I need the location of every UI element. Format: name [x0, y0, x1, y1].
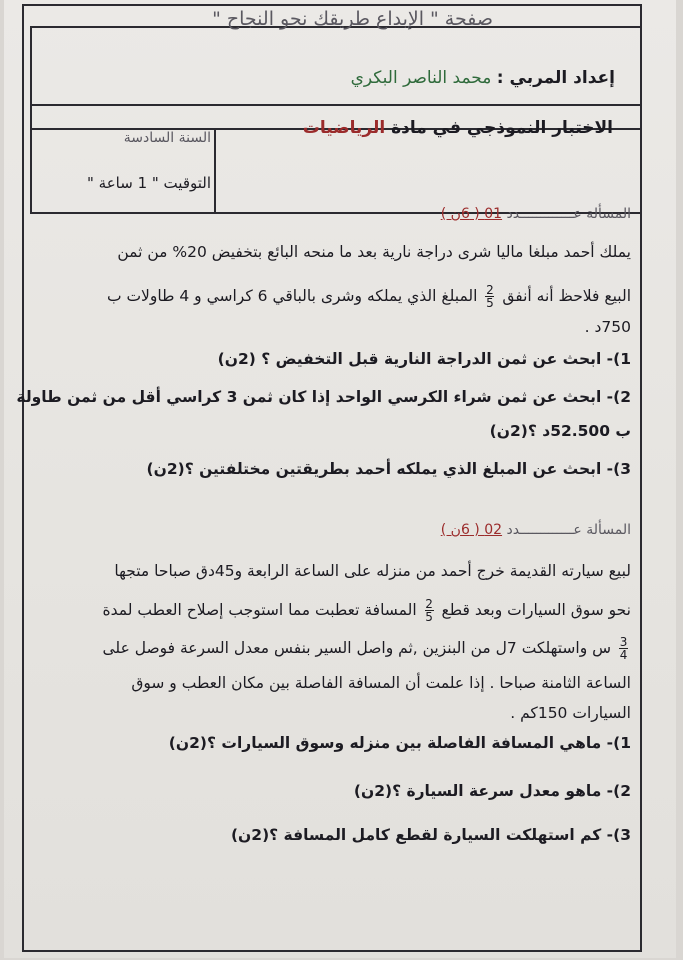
fraction-two-fifths: $\frac{2}{5}$ [486, 283, 494, 310]
problem1-heading-label: المسألة عـــــــــــــدد [506, 206, 631, 222]
timing-label: التوقيت " 1 ساعة " [87, 174, 211, 192]
author-line [351, 68, 615, 88]
problem2-line: لبيع سيارته القديمة خرج أحمد من منزله على الساعة الرابعة و45دق صباحا متجها [114, 562, 631, 580]
problem1-line-part: البيع فلاحظ أنه أنفق [502, 287, 631, 305]
prepared-by-label: إعداد المربي : [496, 68, 615, 88]
problem1-heading-number: 01 ( 6ن ) [440, 206, 503, 222]
problem2-question-1: 1)- ماهي المسافة الفاصلة بين منزله وسوق السيارات ؟(2ن) [168, 734, 631, 752]
problem1-question-1: 1)- ابحث عن ثمن الدراجة النارية قبل التخفيض ؟ (2ن) [217, 350, 631, 368]
fraction-three-quarters: $\frac{3}{4}$ [619, 635, 628, 662]
header-divider [30, 104, 642, 106]
fraction-two-fifths: $\frac{2}{5}$ [425, 597, 433, 624]
problem2-line-part: نحو سوق السيارات وبعد قطع [441, 601, 631, 619]
problem1-line: 750د . [584, 318, 631, 336]
problem2-line-part: المسافة تعطبت مما استوجب إصلاح العطب لمدة [102, 601, 417, 619]
problem2-question-2: 2)- ماهو معدل سرعة السيارة ؟(2ن) [353, 782, 631, 800]
problem1-line-part: المبلغ الذي يملكه وشرى بالباقي 6 كراسي و 4 طاولات ب [106, 287, 478, 305]
problem2-line: الساعة الثامنة صباحا . إذا علمت أن المسافة الفاصلة بين مكان العطب و سوق [131, 674, 631, 692]
problem1-question-3: 3)- ابحث عن المبلغ الذي يملكه أحمد بطريقتين مختلفتين ؟(2ن) [146, 460, 631, 478]
problem2-question-3: 3)- كم استهلكت السيارة لقطع كامل المسافة ؟(2ن) [230, 826, 631, 844]
problem2-line [103, 636, 631, 661]
problem1-question-2-cont: ب 52.500د ؟(2ن) [489, 422, 631, 440]
problem2-line [103, 598, 631, 623]
exam-title-prefix: الاختبار النموذجي في مادة [391, 118, 613, 138]
problem2-line: السيارات 150كم . [510, 704, 631, 722]
problem1-line [107, 284, 631, 309]
exam-title [303, 118, 613, 138]
header-divider-vertical [214, 128, 216, 214]
problem2-heading [441, 522, 631, 538]
exam-subject: الرياضيات [302, 118, 386, 138]
problem1-question-2: 2)- ابحث عن ثمن شراء الكرسي الواحد إذا كان ثمن 3 كراسي أقل من ثمن طاولة [16, 388, 631, 406]
problem2-line-part: س واستهلكت 7ل من البنزين ,ثم واصل السير بنفس معدل السرعة فوصل على [102, 639, 612, 657]
teacher-name: محمد الناصر البكري [350, 68, 492, 88]
grade-label: السنة السادسة [123, 130, 211, 146]
problem2-heading-label: المسألة عـــــــــــــدد [506, 522, 631, 538]
problem1-line: يملك أحمد مبلغا ماليا شرى دراجة نارية بعد ما منحه البائع بتخفيض 20% من ثمن [117, 243, 631, 261]
problem1-heading [441, 206, 631, 222]
page-title: صفحة " الإبداع طريقك نحو النجاح " [212, 8, 493, 30]
problem2-heading-number: 02 ( 6ن ) [440, 522, 503, 538]
